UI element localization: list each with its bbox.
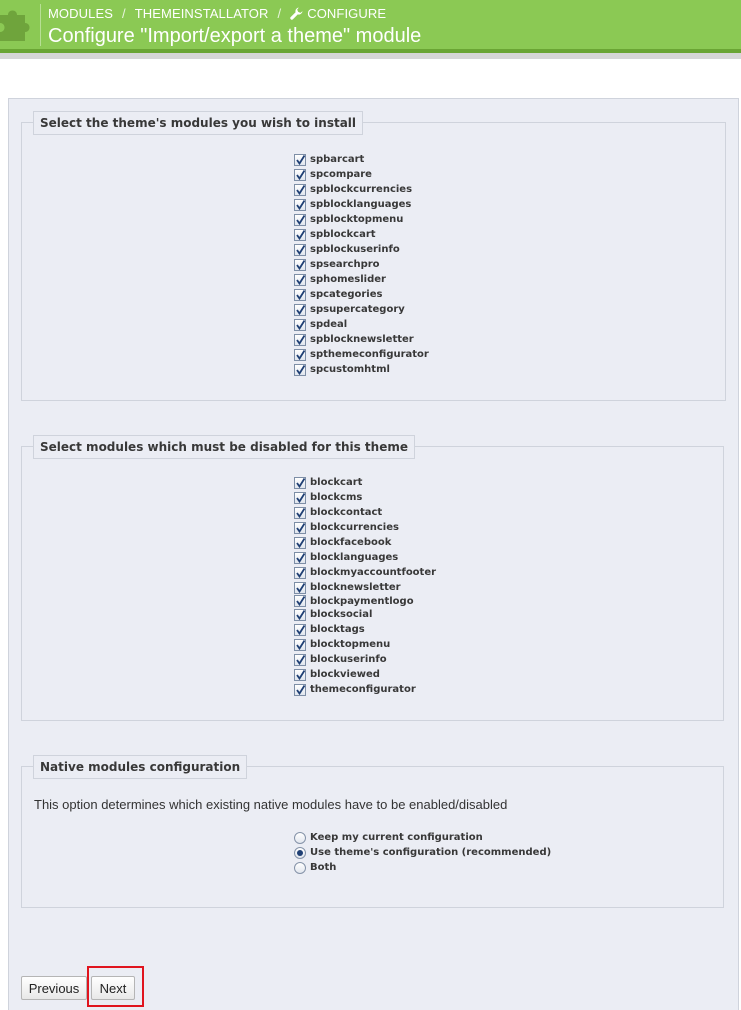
checkmark-icon — [295, 154, 306, 166]
module-checkbox[interactable] — [294, 259, 306, 271]
module-checkbox[interactable] — [294, 595, 306, 607]
module-option-row[interactable] — [294, 212, 429, 227]
module-option-row[interactable] — [294, 227, 429, 242]
module-checkbox[interactable] — [294, 684, 306, 696]
module-checkbox[interactable] — [294, 477, 306, 489]
module-checkbox[interactable] — [294, 552, 306, 564]
module-label[interactable]: spblocklanguages — [310, 199, 412, 210]
module-checkbox[interactable] — [294, 609, 306, 621]
next-button[interactable]: Next — [91, 976, 135, 1000]
module-checkbox[interactable] — [294, 364, 306, 376]
checkmark-icon — [295, 274, 306, 286]
breadcrumb-separator: / — [122, 5, 126, 21]
checkmark-icon — [295, 609, 306, 621]
checkmark-icon — [295, 349, 306, 361]
module-option-row[interactable] — [294, 652, 436, 667]
module-option-row[interactable] — [294, 637, 436, 652]
native-option-row[interactable] — [294, 860, 551, 875]
breadcrumb-modules[interactable]: MODULES — [48, 5, 113, 21]
module-option-row[interactable] — [294, 257, 429, 272]
module-option-row[interactable] — [294, 580, 436, 595]
checkmark-icon — [295, 259, 306, 271]
checkmark-icon — [295, 184, 306, 196]
native-option-radio[interactable] — [294, 847, 306, 859]
module-label[interactable]: blockviewed — [310, 669, 380, 680]
native-config-description: This option determines which existing native modules have to be enabled/disabled — [34, 797, 508, 812]
module-label[interactable]: spblocktopmenu — [310, 214, 404, 225]
puzzle-piece-icon — [0, 5, 34, 41]
checkmark-icon — [295, 289, 306, 301]
module-checkbox[interactable] — [294, 244, 306, 256]
header-divider — [40, 4, 41, 46]
native-config-options — [294, 830, 551, 875]
native-option-radio[interactable] — [294, 862, 306, 874]
module-option-row[interactable] — [294, 520, 436, 535]
checkmark-icon — [295, 304, 306, 316]
module-label[interactable]: spblockuserinfo — [310, 244, 400, 255]
module-option-row[interactable] — [294, 607, 436, 622]
module-label[interactable]: blocktags — [310, 624, 365, 635]
checkmark-icon — [295, 567, 306, 579]
page-title: Configure "Import/export a theme" module — [48, 25, 422, 47]
checkmark-icon — [295, 537, 306, 549]
module-option-row[interactable] — [294, 287, 429, 302]
native-option-label[interactable]: Both — [310, 862, 337, 873]
module-option-row[interactable] — [294, 505, 436, 520]
checkmark-icon — [295, 595, 306, 607]
checkmark-icon — [295, 669, 306, 681]
module-checkbox[interactable] — [294, 582, 306, 594]
checkmark-icon — [295, 229, 306, 241]
module-checkbox[interactable] — [294, 507, 306, 519]
checkmark-icon — [295, 654, 306, 666]
module-label[interactable]: spcompare — [310, 169, 372, 180]
module-checkbox[interactable] — [294, 349, 306, 361]
checkmark-icon — [295, 639, 306, 651]
module-label[interactable]: blocklanguages — [310, 552, 399, 563]
module-checkbox[interactable] — [294, 522, 306, 534]
module-option-row[interactable] — [294, 332, 429, 347]
checkmark-icon — [295, 624, 306, 636]
module-checkbox[interactable] — [294, 169, 306, 181]
module-option-row[interactable] — [294, 317, 429, 332]
module-label[interactable]: spcustomhtml — [310, 364, 390, 375]
checkmark-icon — [295, 199, 306, 211]
checkmark-icon — [295, 364, 306, 376]
module-checkbox[interactable] — [294, 654, 306, 666]
module-label[interactable]: blockcurrencies — [310, 522, 399, 533]
module-label[interactable]: blockfacebook — [310, 537, 392, 548]
module-option-row[interactable] — [294, 197, 429, 212]
module-option-row[interactable] — [294, 242, 429, 257]
module-label[interactable]: blockcms — [310, 492, 363, 503]
install-modules-legend: Select the theme's modules you wish to install — [33, 111, 363, 135]
module-label[interactable]: spcategories — [310, 289, 383, 300]
module-option-row[interactable] — [294, 302, 429, 317]
checkmark-icon — [295, 507, 306, 519]
module-label[interactable]: blockuserinfo — [310, 654, 387, 665]
module-label[interactable]: blocktopmenu — [310, 639, 391, 650]
module-label[interactable]: spsupercategory — [310, 304, 405, 315]
module-checkbox[interactable] — [294, 639, 306, 651]
breadcrumb-separator: / — [277, 5, 282, 21]
module-option-row[interactable] — [294, 667, 436, 682]
checkmark-icon — [295, 522, 306, 534]
module-checkbox[interactable] — [294, 154, 306, 166]
module-option-row[interactable] — [294, 475, 436, 490]
module-checkbox[interactable] — [294, 567, 306, 579]
module-label[interactable]: spbarcart — [310, 154, 365, 165]
module-label[interactable]: spthemeconfigurator — [310, 349, 429, 360]
module-option-row[interactable] — [294, 565, 436, 580]
native-option-label[interactable]: Keep my current configuration — [310, 832, 483, 843]
install-modules-list — [294, 152, 429, 377]
module-option-row[interactable] — [294, 362, 429, 377]
module-option-row[interactable] — [294, 272, 429, 287]
module-checkbox[interactable] — [294, 334, 306, 346]
breadcrumb-configure: CONFIGURE — [307, 5, 387, 21]
module-option-row[interactable] — [294, 595, 436, 607]
module-option-row[interactable] — [294, 682, 436, 697]
checkmark-icon — [295, 334, 306, 346]
checkmark-icon — [295, 477, 306, 489]
checkmark-icon — [295, 214, 306, 226]
native-option-row[interactable] — [294, 830, 551, 845]
breadcrumb — [48, 5, 386, 21]
module-label[interactable]: spsearchpro — [310, 259, 380, 270]
module-checkbox[interactable] — [294, 492, 306, 504]
module-label[interactable]: blockcontact — [310, 507, 383, 518]
checkmark-icon — [295, 582, 306, 594]
native-config-legend: Native modules configuration — [33, 755, 247, 779]
module-checkbox[interactable] — [294, 289, 306, 301]
module-option-row[interactable] — [294, 535, 436, 550]
module-label[interactable]: blockmyaccountfooter — [310, 567, 437, 578]
checkmark-icon — [295, 552, 306, 564]
module-option-row[interactable] — [294, 490, 436, 505]
native-option-radio[interactable] — [294, 832, 306, 844]
module-option-row[interactable] — [294, 182, 429, 197]
module-label[interactable]: blockcart — [310, 477, 363, 488]
module-label[interactable]: spdeal — [310, 319, 348, 330]
module-label[interactable]: spblockcart — [310, 229, 376, 240]
module-option-row[interactable] — [294, 622, 436, 637]
module-option-row[interactable] — [294, 167, 429, 182]
wrench-icon — [290, 7, 303, 20]
checkmark-icon — [295, 319, 306, 331]
module-label[interactable]: blocknewsletter — [310, 582, 401, 593]
module-checkbox[interactable] — [294, 669, 306, 681]
module-checkbox[interactable] — [294, 537, 306, 549]
next-button-highlight-box — [87, 966, 144, 1007]
disable-modules-list — [294, 475, 436, 697]
module-checkbox[interactable] — [294, 274, 306, 286]
module-checkbox[interactable] — [294, 229, 306, 241]
module-label[interactable]: themeconfigurator — [310, 684, 416, 695]
module-checkbox[interactable] — [294, 184, 306, 196]
checkmark-icon — [295, 244, 306, 256]
checkmark-icon — [295, 169, 306, 181]
breadcrumb-themeinstallator[interactable]: THEMEINSTALLATOR — [134, 5, 269, 21]
module-checkbox[interactable] — [294, 624, 306, 636]
module-label[interactable]: sphomeslider — [310, 274, 386, 285]
checkmark-icon — [295, 684, 306, 696]
native-option-label[interactable]: Use theme's configuration (recommended) — [310, 847, 552, 858]
disable-modules-legend: Select modules which must be disabled for this theme — [33, 435, 415, 459]
module-option-row[interactable] — [294, 152, 429, 167]
module-label[interactable]: spblockcurrencies — [310, 184, 413, 195]
module-checkbox[interactable] — [294, 199, 306, 211]
native-option-row[interactable] — [294, 845, 551, 860]
module-label[interactable]: blockpaymentlogo — [310, 595, 414, 607]
header-shadow-bar — [0, 53, 741, 59]
module-option-row[interactable] — [294, 347, 429, 362]
module-label[interactable]: blocksocial — [310, 609, 373, 620]
checkmark-icon — [295, 492, 306, 504]
previous-button[interactable]: Previous — [21, 976, 87, 1000]
module-label[interactable]: spblocknewsletter — [310, 334, 414, 345]
module-option-row[interactable] — [294, 550, 436, 565]
module-checkbox[interactable] — [294, 304, 306, 316]
module-checkbox[interactable] — [294, 319, 306, 331]
module-checkbox[interactable] — [294, 214, 306, 226]
